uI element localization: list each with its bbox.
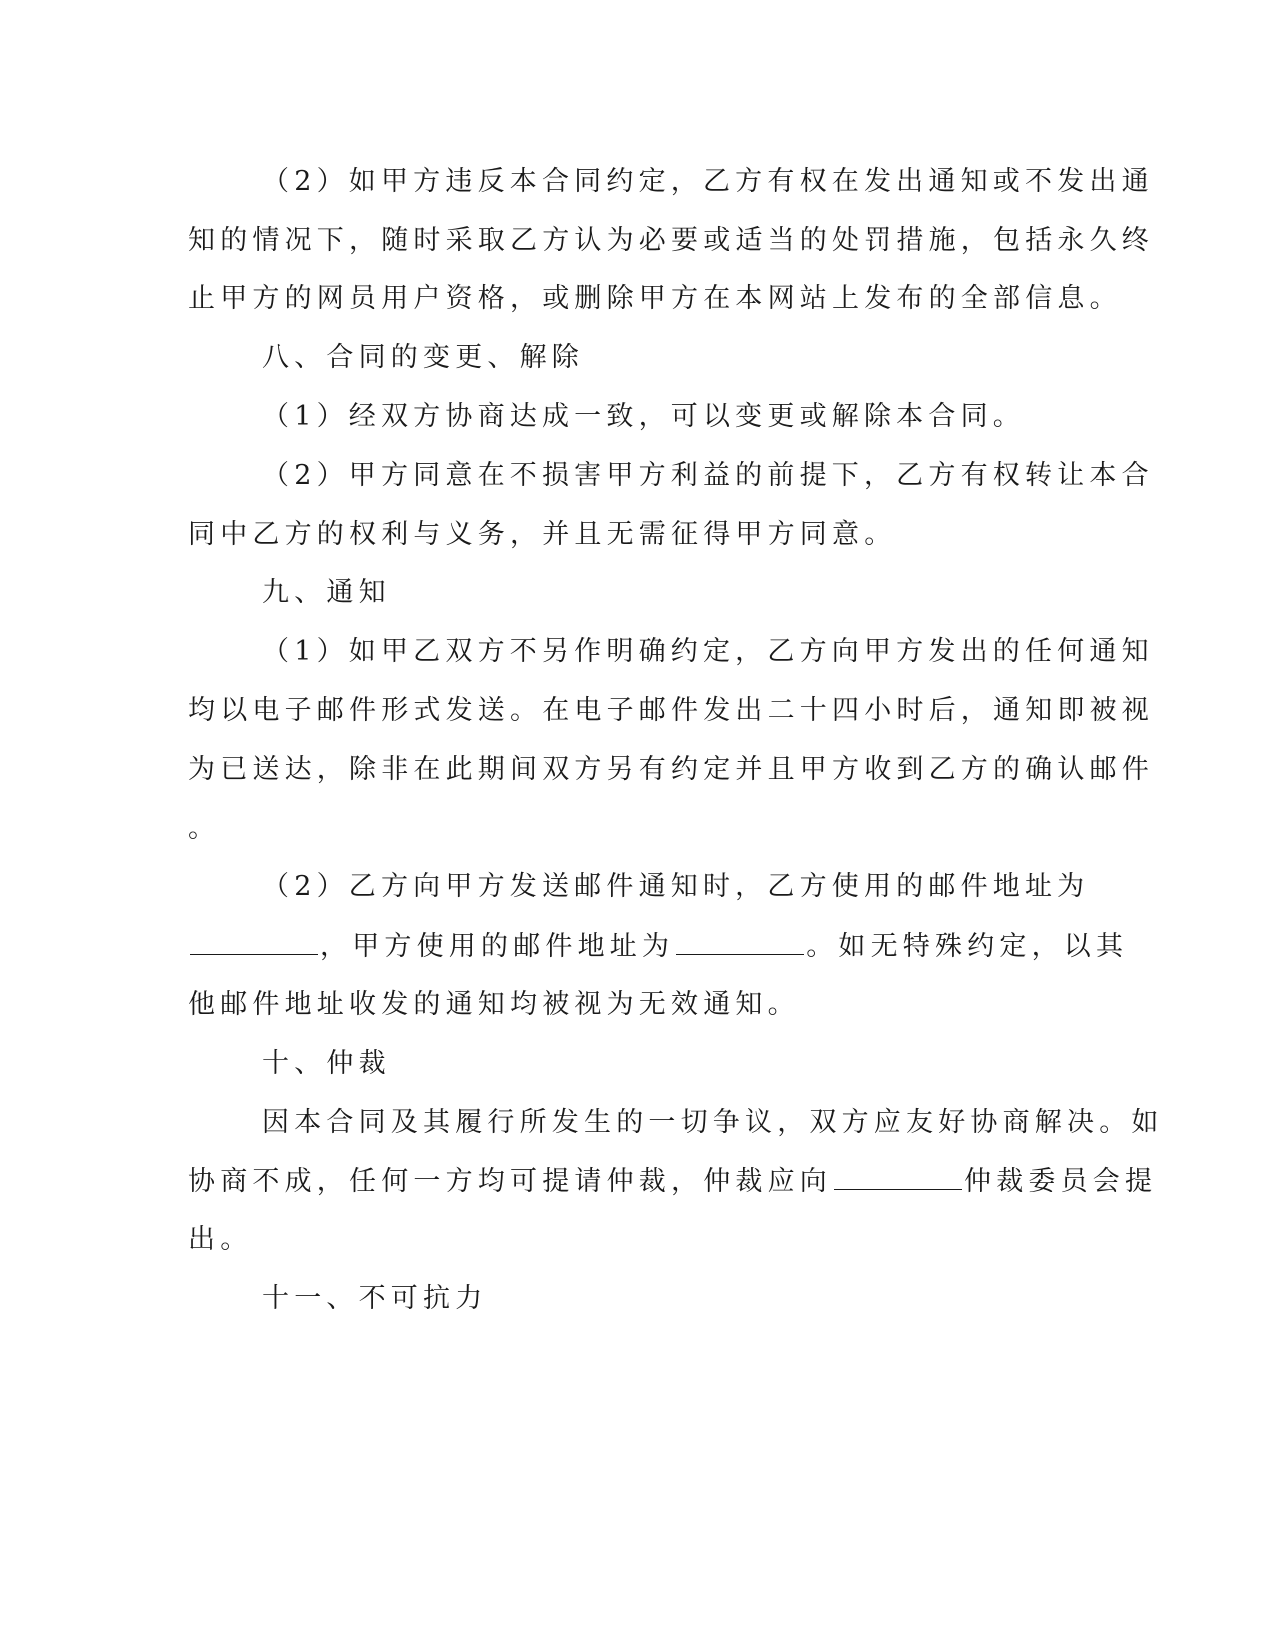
heading-section-11: 十一、不可抗力 (262, 1283, 488, 1314)
para-8-1: （1）经双方协商达成一致，可以变更或解除本合同。 (262, 401, 1025, 432)
para-7-2-line-3: 止甲方的网员用户资格，或删除甲方在本网站上发布的全部信息。 (188, 283, 1122, 314)
recipient-email-blank[interactable] (676, 928, 804, 955)
para-8-2-line-2: 同中乙方的权利与义务，并且无需征得甲方同意。 (188, 519, 897, 550)
para-9-1-line-4: 。 (188, 813, 221, 844)
para-10-line-2: 协商不成，任何一方均可提请仲裁，仲裁应向 仲裁委员会提 (188, 1163, 1157, 1200)
para-7-2-line-2: 知的情况下，随时采取乙方认为必要或适当的处罚措施，包括永久终 (188, 225, 1154, 256)
arbitration-commission-blank[interactable] (834, 1163, 962, 1190)
para-10-line-3: 出。 (188, 1224, 253, 1255)
para-7-2-line-1: （2）如甲方违反本合同约定，乙方有权在发出通知或不发出通 (262, 166, 1154, 197)
heading-section-10: 十、仲裁 (262, 1048, 391, 1079)
para-9-1-line-2: 均以电子邮件形式发送。在电子邮件发出二十四小时后，通知即被视 (188, 695, 1154, 726)
para-10-line-1: 因本合同及其履行所发生的一切争议，双方应友好协商解决。如 (262, 1107, 1164, 1138)
sender-email-blank[interactable] (190, 928, 318, 955)
heading-section-9: 九、通知 (262, 577, 391, 608)
para-9-1-line-1: （1）如甲乙双方不另作明确约定，乙方向甲方发出的任何通知 (262, 636, 1154, 667)
para-9-1-line-3: 为已送达，除非在此期间双方另有约定并且甲方收到乙方的确认邮件 (188, 754, 1154, 785)
heading-section-8: 八、合同的变更、解除 (262, 342, 584, 373)
para-8-2-line-1: （2）甲方同意在不损害甲方利益的前提下，乙方有权转让本合 (262, 460, 1154, 491)
para-9-2-line-3: 他邮件地址收发的通知均被视为无效通知。 (188, 989, 800, 1020)
para-9-2-line-1: （2）乙方向甲方发送邮件通知时，乙方使用的邮件地址为 (262, 871, 1090, 902)
para-9-2-line-2: ，甲方使用的邮件地址为 。如无特殊约定，以其 (188, 928, 1128, 965)
